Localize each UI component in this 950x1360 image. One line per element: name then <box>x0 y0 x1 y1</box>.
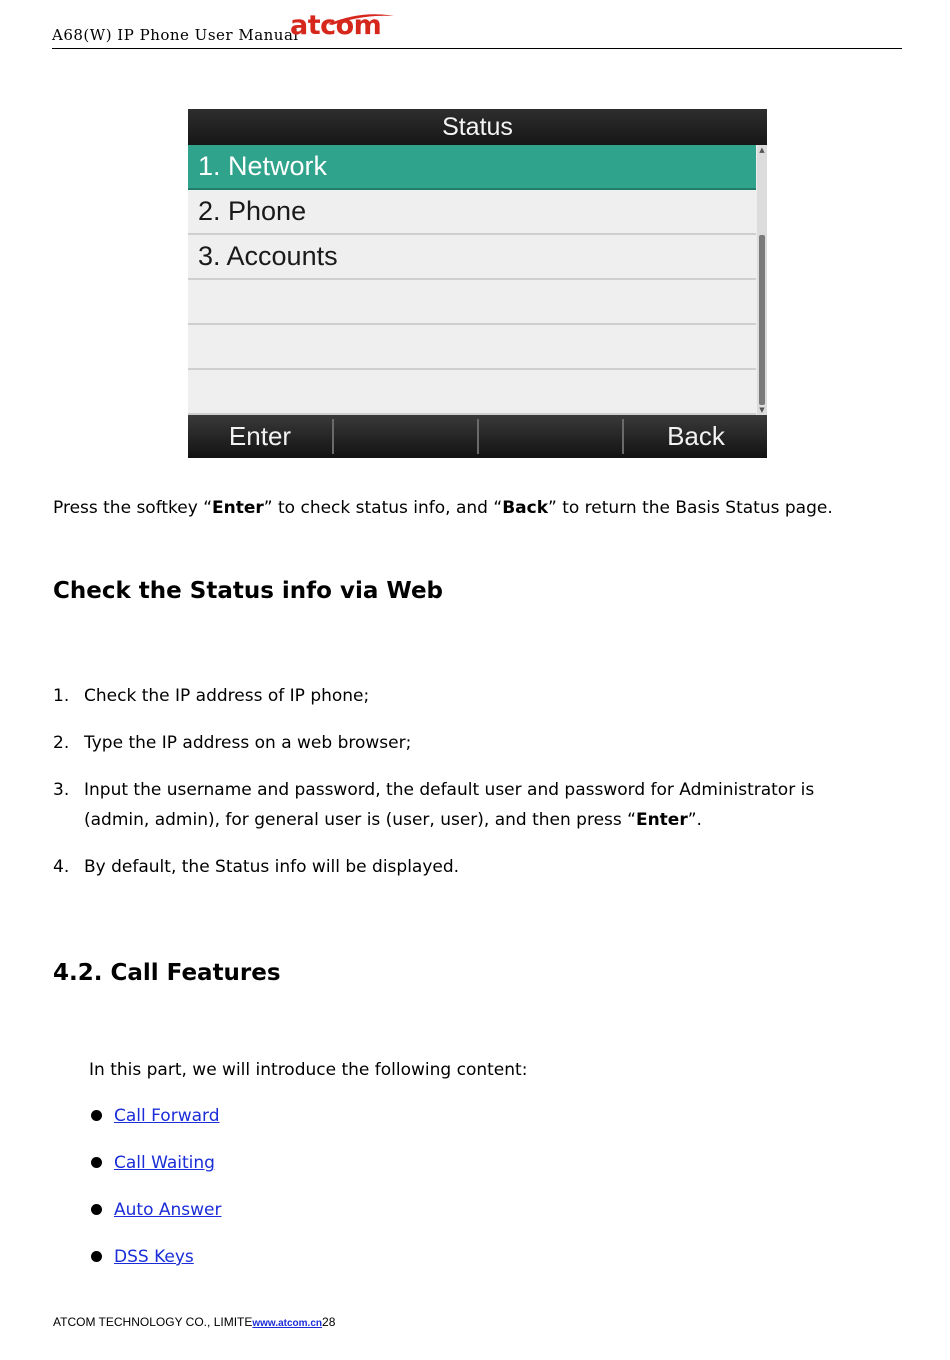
screen-title: Status <box>442 113 513 141</box>
step-number: 3. <box>53 780 70 800</box>
step-text: (admin, admin), for general user is (user, user), and then press “ <box>84 810 636 830</box>
scroll-up-arrow-icon: ▲ <box>759 146 765 154</box>
menu-item-empty <box>188 325 756 370</box>
softkey-bar <box>188 415 767 458</box>
note-bold-enter: Enter <box>212 498 264 518</box>
phone-status-screen <box>188 109 767 458</box>
bullet-icon <box>91 1157 102 1168</box>
link-auto-answer[interactable]: Auto Answer <box>114 1200 222 1220</box>
section-heading-web: Check the Status info via Web <box>53 578 444 604</box>
step-text: Check the IP address of IP phone; <box>84 686 370 706</box>
scroll-thumb[interactable] <box>759 235 765 405</box>
link-call-waiting[interactable]: Call Waiting <box>114 1153 215 1173</box>
status-menu-list <box>188 145 756 415</box>
screen-title-bar <box>188 109 767 145</box>
bullet-icon <box>91 1204 102 1215</box>
menu-scrollbar[interactable] <box>757 145 767 415</box>
intro-text: In this part, we will introduce the following content: <box>89 1060 528 1080</box>
step-text: By default, the Status info will be displayed. <box>84 857 460 877</box>
step-number: 2. <box>53 733 70 753</box>
menu-item-label: 3. Accounts <box>198 241 338 271</box>
softkey-note <box>53 497 833 519</box>
step-text-continued <box>84 809 702 831</box>
menu-item-accounts[interactable] <box>188 235 756 280</box>
step-number: 1. <box>53 686 70 706</box>
footer-url-link[interactable]: www.atcom.cn <box>252 1318 323 1329</box>
step-text: ”. <box>687 810 702 830</box>
scroll-down-arrow-icon: ▼ <box>759 406 765 414</box>
softkey-empty-2[interactable] <box>334 415 478 458</box>
page-footer <box>53 1315 335 1329</box>
step-number: 4. <box>53 857 70 877</box>
logo-wordmark: atcom <box>290 10 382 41</box>
bullet-icon <box>91 1251 102 1262</box>
note-text: ” to check status info, and “ <box>263 498 503 518</box>
page-number: 28 <box>322 1315 336 1329</box>
step-text: Input the username and password, the default user and password for Administrator is <box>84 780 815 800</box>
link-call-forward[interactable]: Call Forward <box>114 1106 220 1126</box>
menu-item-empty <box>188 280 756 325</box>
step-bold-enter: Enter <box>635 810 688 830</box>
note-bold-back: Back <box>502 498 548 518</box>
menu-item-empty <box>188 370 756 415</box>
page-header <box>52 8 902 49</box>
menu-item-phone[interactable] <box>188 190 756 235</box>
footer-company: ATCOM TECHNOLOGY CO., LIMITE <box>53 1315 253 1329</box>
note-text: Press the softkey “ <box>53 498 213 518</box>
menu-item-label: 1. Network <box>198 151 328 181</box>
softkey-enter[interactable]: Enter <box>228 421 292 451</box>
link-dss-keys[interactable]: DSS Keys <box>114 1247 194 1267</box>
section-heading-call-features: 4.2. Call Features <box>53 960 281 986</box>
note-text: ” to return the Basis Status page. <box>548 498 833 518</box>
atcom-logo <box>290 12 400 44</box>
menu-item-label: 2. Phone <box>198 196 307 226</box>
softkey-back[interactable]: Back <box>667 421 725 451</box>
step-text: Type the IP address on a web browser; <box>84 733 412 753</box>
manual-title: A68(W) IP Phone User Manual <box>52 26 299 44</box>
bullet-icon <box>91 1110 102 1121</box>
softkey-empty-3[interactable] <box>479 415 623 458</box>
menu-item-network[interactable] <box>188 145 756 190</box>
